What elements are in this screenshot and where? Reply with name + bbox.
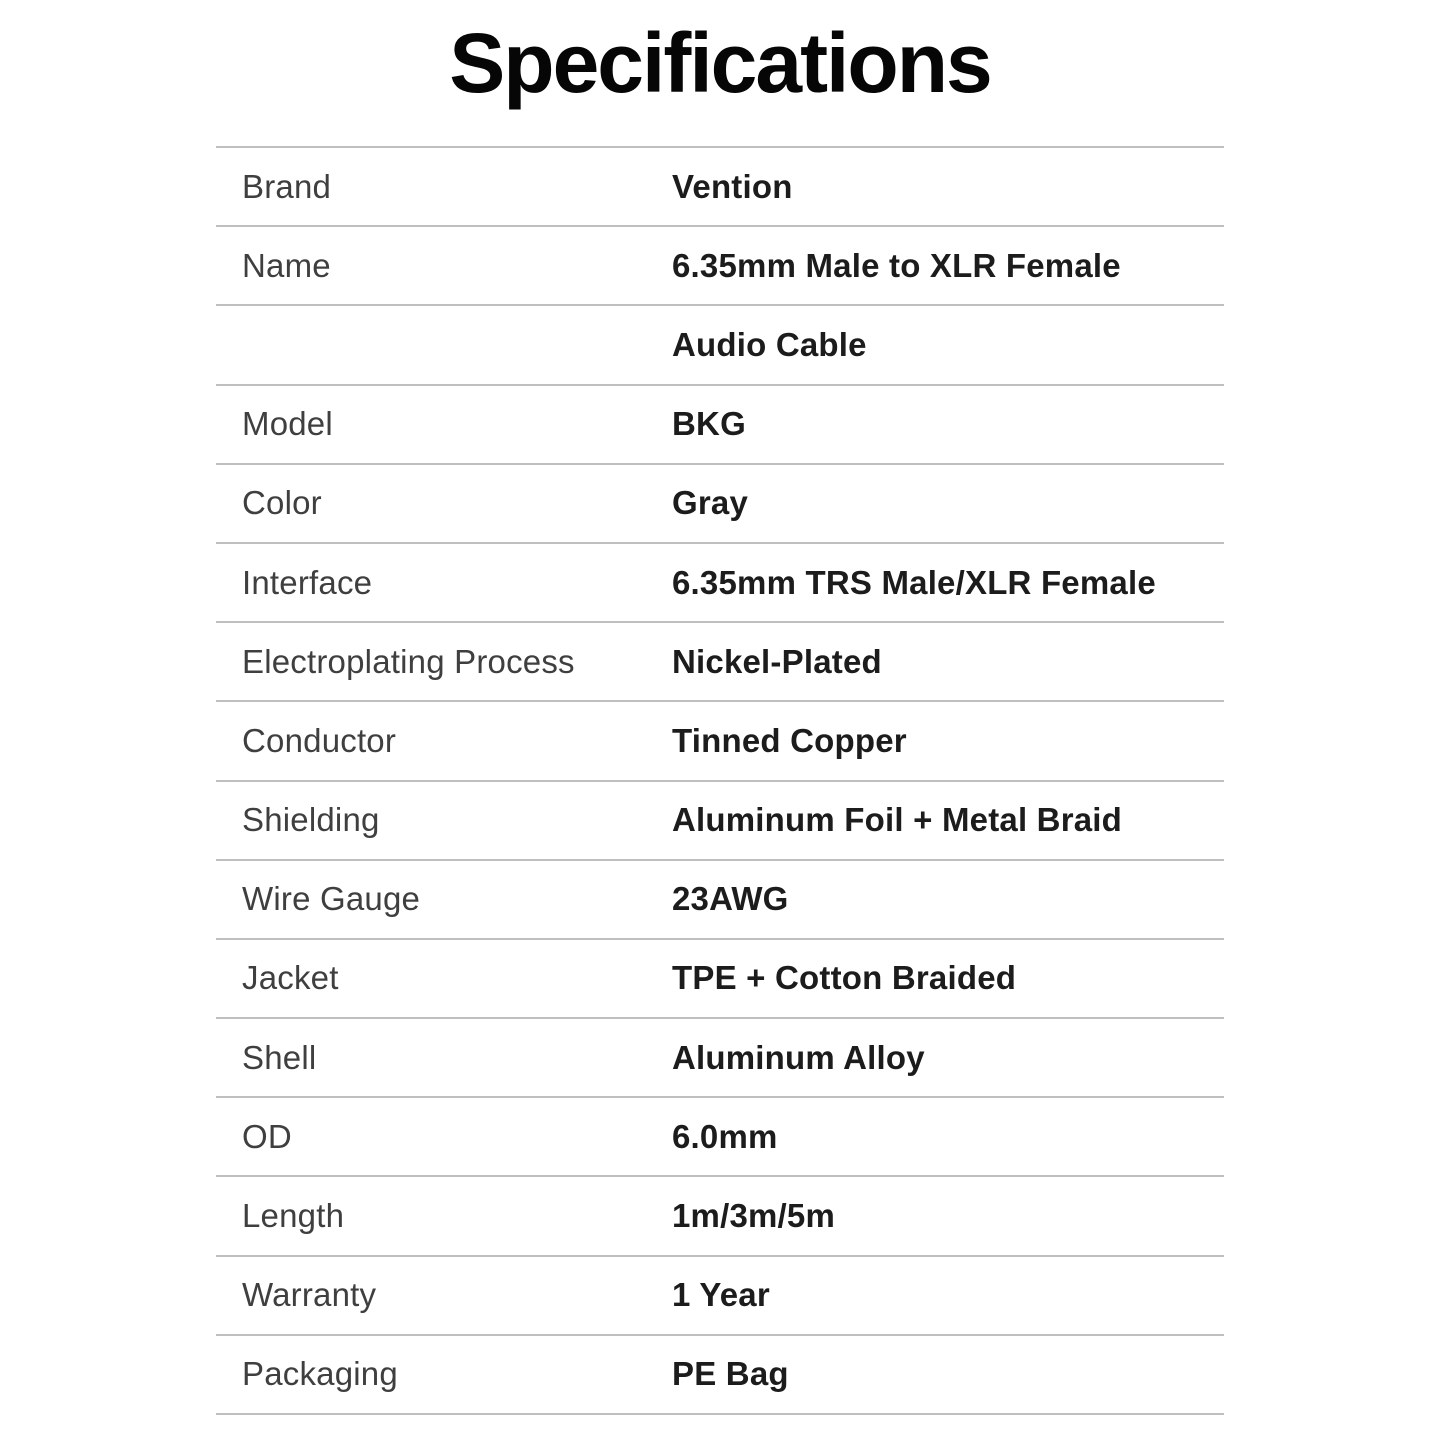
table-row-od [216,1098,1224,1177]
page-title: Specifications [449,16,991,110]
spec-value: 6.35mm TRS Male/XLR Female [672,563,1156,601]
spec-label: Name [242,246,331,284]
table-row-color [216,465,1224,544]
table-row-brand [216,148,1224,227]
spec-label: Electroplating Process [242,642,575,680]
spec-value: Nickel-Plated [672,642,882,680]
specifications-table [216,146,1224,1415]
spec-label: Conductor [242,721,397,759]
spec-value: Aluminum Foil + Metal Braid [672,801,1123,839]
table-row-model [216,386,1224,465]
spec-value: PE Bag [672,1355,789,1393]
table-row-warranty [216,1257,1224,1336]
table-row-name [216,227,1224,306]
spec-value: BKG [672,405,746,443]
spec-label: Model [242,405,333,443]
table-row-name-continued [216,306,1224,385]
spec-label: Brand [242,167,332,205]
spec-value: 6.0mm [672,1117,778,1155]
spec-value: Aluminum Alloy [672,1038,925,1076]
spec-value: Gray [672,484,749,522]
spec-value: Tinned Copper [672,721,907,759]
spec-label: Jacket [242,959,339,997]
table-row-length [216,1177,1224,1256]
table-row-interface [216,544,1224,623]
spec-value: 6.35mm Male to XLR Female [672,246,1121,284]
table-row-jacket [216,940,1224,1019]
spec-label: Wire Gauge [242,880,421,918]
spec-label: Color [242,484,322,522]
spec-label: Shell [242,1038,317,1076]
spec-value: Audio Cable [672,325,867,363]
spec-label: Interface [242,563,373,601]
spec-label: Warranty [242,1276,377,1314]
spec-value: 1 Year [672,1276,770,1314]
spec-label: Length [242,1197,345,1235]
spec-value: 1m/3m/5m [672,1197,836,1235]
spec-value: TPE + Cotton Braided [672,959,1017,997]
table-row-packaging [216,1336,1224,1415]
spec-label: Shielding [242,801,380,839]
table-row-shell [216,1019,1224,1098]
table-row-electroplating-process [216,623,1224,702]
spec-value: 23AWG [672,880,789,918]
table-row-shielding [216,782,1224,861]
spec-label: OD [242,1117,292,1155]
spec-label: Packaging [242,1355,398,1393]
table-row-conductor [216,702,1224,781]
table-row-wire-gauge [216,861,1224,940]
spec-value: Vention [672,167,793,205]
